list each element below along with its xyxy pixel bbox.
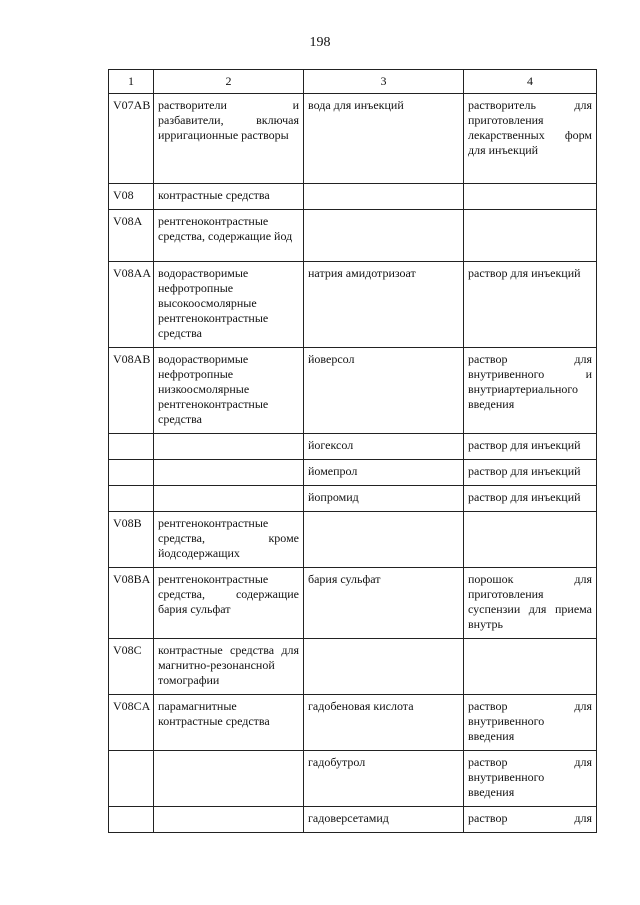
dosage-form xyxy=(464,512,597,568)
drug-name xyxy=(304,512,464,568)
group-name: водорастворимые нефротропные высокоосмолярные рентгеноконтрастные средства xyxy=(154,262,304,348)
table-row xyxy=(109,639,597,695)
dosage-form xyxy=(464,210,597,262)
header-col-2: 2 xyxy=(154,70,304,94)
table-row xyxy=(109,512,597,568)
group-name: рентгеноконтрастные средства, содержащие бария сульфат xyxy=(154,568,304,639)
header-col-1: 1 xyxy=(109,70,154,94)
atc-code: V08CA xyxy=(109,695,154,751)
drug-name: йогексол xyxy=(304,434,464,460)
atc-code: V08 xyxy=(109,184,154,210)
atc-code: V08C xyxy=(109,639,154,695)
drug-name: гадоверсетамид xyxy=(304,807,464,833)
group-name: контрастные средства для магнитно-резонансной томографии xyxy=(154,639,304,695)
dosage-form: растворитель для приготовления лекарственных форм для инъекций xyxy=(464,94,597,184)
group-name: растворители и разбавители, включая ирригационные растворы xyxy=(154,94,304,184)
group-name xyxy=(154,751,304,807)
table-row xyxy=(109,695,597,751)
drug-name: гадобутрол xyxy=(304,751,464,807)
dosage-form: раствор для xyxy=(464,807,597,833)
medicines-table xyxy=(108,69,597,833)
group-name: контрастные средства xyxy=(154,184,304,210)
group-name: водорастворимые нефротропные низкоосмолярные рентгеноконтрастные средства xyxy=(154,348,304,434)
table-row xyxy=(109,94,597,184)
group-name xyxy=(154,460,304,486)
group-name: рентгеноконтрастные средства, кроме йодсодержащих xyxy=(154,512,304,568)
group-name: рентгеноконтрастные средства, содержащие йод xyxy=(154,210,304,262)
atc-code: V08B xyxy=(109,512,154,568)
group-name xyxy=(154,486,304,512)
atc-code: V07AB xyxy=(109,94,154,184)
atc-code xyxy=(109,460,154,486)
table-row xyxy=(109,262,597,348)
table-row xyxy=(109,210,597,262)
table-row xyxy=(109,348,597,434)
atc-code xyxy=(109,751,154,807)
drug-name: йопромид xyxy=(304,486,464,512)
dosage-form: раствор для внутривенного введения xyxy=(464,695,597,751)
drug-name: вода для инъекций xyxy=(304,94,464,184)
drug-name: йомепрол xyxy=(304,460,464,486)
page-number: 198 xyxy=(309,35,331,50)
dosage-form xyxy=(464,184,597,210)
header-col-3: 3 xyxy=(304,70,464,94)
dosage-form: раствор для инъекций xyxy=(464,460,597,486)
table-header-row xyxy=(109,70,597,94)
atc-code xyxy=(109,486,154,512)
drug-name: натрия амидотризоат xyxy=(304,262,464,348)
table-row xyxy=(109,568,597,639)
dosage-form: раствор для инъекций xyxy=(464,434,597,460)
drug-name: бария сульфат xyxy=(304,568,464,639)
table-row xyxy=(109,184,597,210)
dosage-form: раствор для инъекций xyxy=(464,262,597,348)
dosage-form: раствор для внутривенного введения xyxy=(464,751,597,807)
atc-code: V08BA xyxy=(109,568,154,639)
drug-name: йоверсол xyxy=(304,348,464,434)
dosage-form: раствор для внутривенного и внутриартериального введения xyxy=(464,348,597,434)
drug-name: гадобеновая кислота xyxy=(304,695,464,751)
table-row xyxy=(109,460,597,486)
drug-name xyxy=(304,210,464,262)
table-row xyxy=(109,486,597,512)
dosage-form xyxy=(464,639,597,695)
atc-code: V08A xyxy=(109,210,154,262)
table-row xyxy=(109,751,597,807)
drug-name xyxy=(304,184,464,210)
atc-code: V08AB xyxy=(109,348,154,434)
table-row xyxy=(109,807,597,833)
group-name: парамагнитные контрастные средства xyxy=(154,695,304,751)
atc-code xyxy=(109,434,154,460)
dosage-form: порошок для приготовления суспензии для приема внутрь xyxy=(464,568,597,639)
drug-name xyxy=(304,639,464,695)
group-name xyxy=(154,434,304,460)
table-row xyxy=(109,434,597,460)
group-name xyxy=(154,807,304,833)
atc-code xyxy=(109,807,154,833)
header-col-4: 4 xyxy=(464,70,597,94)
dosage-form: раствор для инъекций xyxy=(464,486,597,512)
atc-code: V08AA xyxy=(109,262,154,348)
